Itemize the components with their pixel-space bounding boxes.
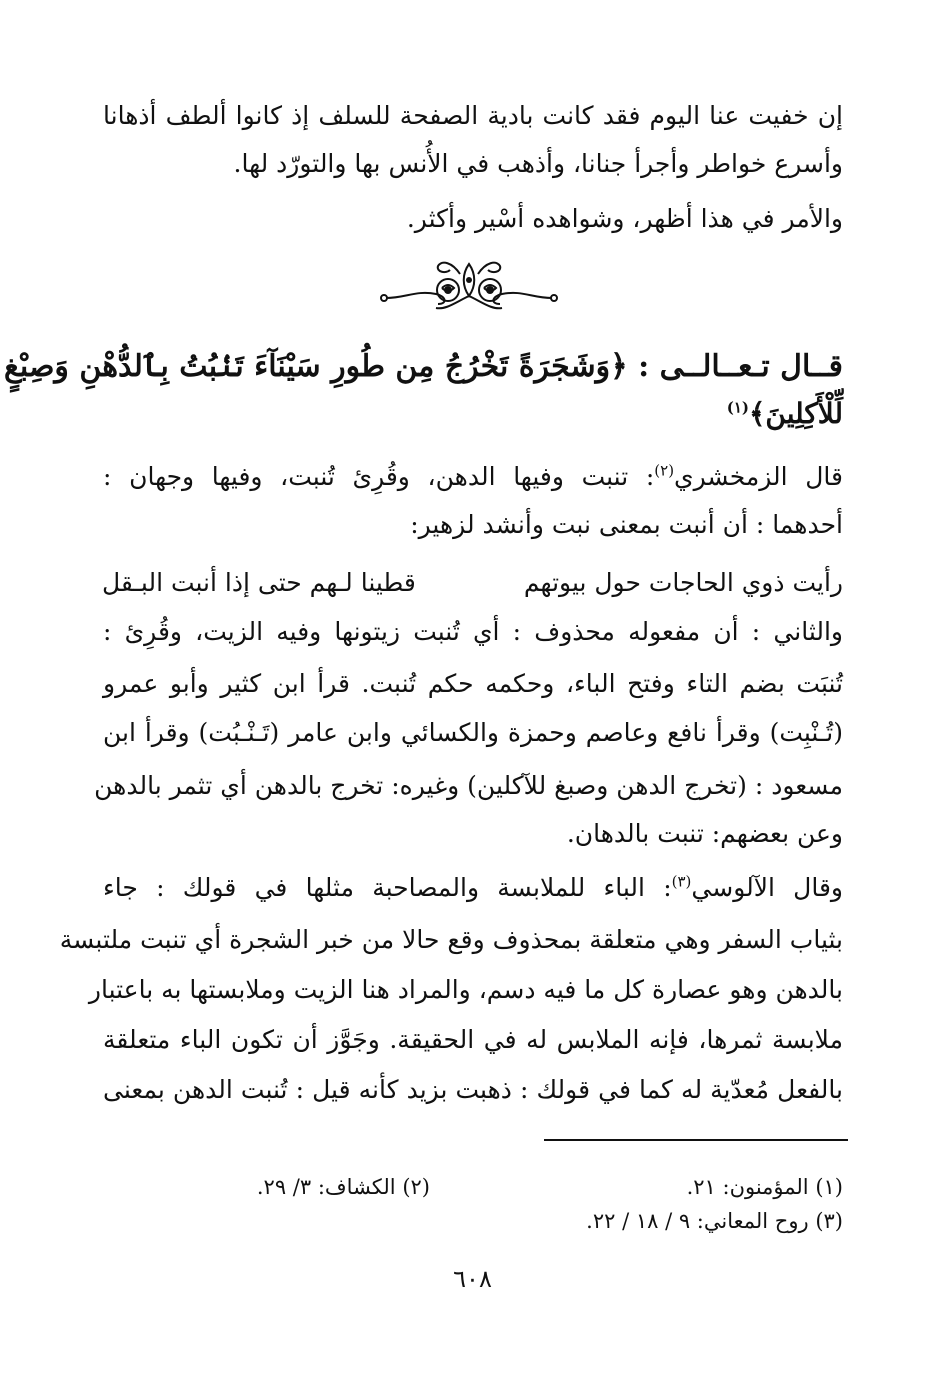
body1-line-2: أحدهما : أن أنبت بمعنى نبت وأنشد لزهير: <box>410 510 843 539</box>
verse-line-1: ﴿وَشَجَرَةً تَخْرُجُ مِن طُورِ سَيْنَآءَ تَنۢبُتُ بِٱلدُّهْنِ وَصِبْغٍ <box>3 349 628 384</box>
heading-label: قــال تـعــالــى : <box>638 349 843 384</box>
poem-right-half: رأيت ذوي الحاجات حول بيوتهم <box>523 568 843 597</box>
body2-line-4: مسعود : (تخرج الدهن وصبغ للآكلين) وغيره: تخرج بالدهن أي تثمر بالدهن <box>94 771 843 800</box>
footnote-separator <box>544 1139 848 1141</box>
body3-line-2: بثياب السفر وهي متعلقة بمحذوف وقع حالا من خبر الشجرة أي تنبت ملتبسة <box>59 925 843 954</box>
footnote-2: (٢) الكشاف: ٣/ ٢٩. <box>256 1175 430 1199</box>
verse-heading <box>3 344 843 390</box>
body2-line-5: وعن بعضهم: تنبت بالدهان. <box>566 819 843 848</box>
poem-left-half: قطينا لـهم حتى إذا أنبت البـقل <box>102 568 416 597</box>
body1-line-1 <box>103 457 843 497</box>
intro-line-3: والأمر في هذا أظهر، وشواهده أسْير وأكثر. <box>406 204 843 233</box>
alusi-label: وقال الآلوسي <box>691 873 843 902</box>
intro-line-1: إن خفيت عنا اليوم فقد كانت بادية الصفحة للسلف إذ كانوا ألطف أذهانا <box>103 101 843 130</box>
body2-line-3: (تُـنْبِت) وقرأ نافع وعاصم وحمزة والكسائي وابن عامر (تَـنْـبُت) وقرأ ابن <box>103 718 843 747</box>
body3-line-3: بالدهن وهو عصارة كل ما فيه دسم، والمراد هنا الزيت وملابستها به باعتبار <box>88 975 843 1004</box>
floral-ornament-icon <box>376 252 562 314</box>
body3-line-1 <box>103 868 843 908</box>
intro-line-2: وأسرع خواطر وأجرأ جنانا، وأذهب في الأُنس بها والتورّد لها. <box>233 149 843 178</box>
footnote-ref-1: (١) <box>726 398 749 417</box>
body3-line-4: ملابسة ثمرها، فإنه الملابس له في الحقيقة. وجَوَّز أن تكون الباء متعلقة <box>103 1025 843 1054</box>
body2-line-2: تُنبَت بضم التاء وفتح الباء، وحكمه حكم تُنبت. قرأ ابن كثير وأبو عمرو <box>103 669 843 698</box>
body1-line-1-text: : تنبت وفيها الدهن، وقُرِئ تُنبت، وفيها وجهان : <box>103 462 655 491</box>
footnote-ref-2: (٢) <box>654 461 675 480</box>
page-number: ٦٠٨ <box>453 1265 492 1293</box>
verse-line-2: لِّلْأَكِلِينَ﴾ <box>748 397 843 430</box>
footnote-1: (١) المؤمنون: ٢١. <box>686 1175 843 1199</box>
verse-line-2-wrapper <box>103 392 843 436</box>
body3-line-5: بالفعل مُعدّية له كما في قولك : ذهبت بزيد كأنه قيل : تُنبت الدهن بمعنى <box>103 1075 843 1104</box>
footnote-3: (٣) روح المعاني: ٩ / ١٨ / ٢٢. <box>586 1209 843 1233</box>
footnote-ref-3: (٣) <box>671 872 692 891</box>
body3-line-1-text: : الباء للملابسة والمصاحبة مثلها في قولك : جاء <box>103 873 672 902</box>
body2-line-1: والثاني : أن مفعوله محذوف : أي تُنبت زيتونها وفيه الزيت، وقُرِئ : <box>103 617 843 646</box>
zamakhshari-label: قال الزمخشري <box>674 462 843 491</box>
